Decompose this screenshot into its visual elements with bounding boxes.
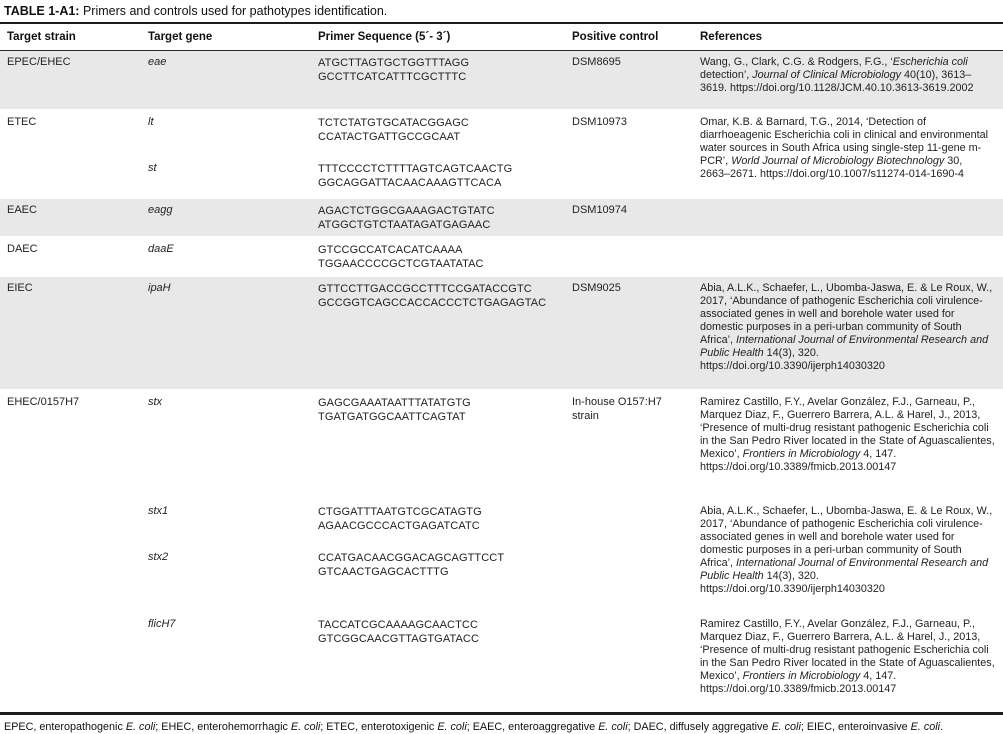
table-row-eaec — [0, 199, 1003, 238]
gene-block — [143, 500, 567, 537]
gene-block — [143, 546, 567, 583]
primers-table — [0, 22, 1003, 715]
table-row-etec — [0, 111, 1003, 199]
gene-name: stx2 — [148, 551, 169, 563]
gene-name: flicH7 — [148, 618, 176, 630]
gene-name: lt — [148, 116, 154, 128]
table-footnote: EPEC, enteropathogenic E. coli; EHEC, enterohemorrhagic E. coli; ETEC, enterotoxigenic E. coli; EAEC, enteroaggregative E. coli; DAEC, diffusely aggregative E. coli; EIEC, enteroinvasive E. coli. — [4, 721, 944, 733]
gene-name: st — [148, 162, 157, 174]
column-header-positive-control: Positive control — [572, 31, 659, 43]
reference-cell: Omar, K.B. & Barnard, T.G., 2014, ‘Detection of diarrhoeagenic Escherichia coli in clinical and environmental water sources in South Africa using single-step 11-gene m-PCR’, World Journal of Microbiology Biotechnology 30, 2663–2671. https://doi.org/10.1007/s11274-014-1690-4 — [700, 116, 989, 180]
reference-cell: Ramirez Castillo, F.Y., Avelar González, F.J., Garneau, P., Marquez Diaz, F., Guerrero Barrera, A.L. & Harel, J., 2013, ‘Presence of multi-drug resistant pathogenic Escherichia coli in the San Pedro River located in the State of Aguascalientes, Mexico’, Frontiers in Microbiology 4, 147. https://doi.org/10.3389/fmicb.2013.00147 — [700, 618, 995, 695]
primer-sequence: CTGGATTTAATGTCGCATAGTG AGAACGCCCACTGAGATCATC — [318, 506, 482, 532]
primer-sequence: TACCATCGCAAAAGCAACTCC GTCGGCAACGTTAGTGATACC — [318, 619, 479, 645]
gene-name: eae — [148, 56, 167, 68]
positive-control-cell: DSM8695 — [572, 56, 621, 68]
gene-name: stx — [148, 396, 163, 408]
positive-control-cell — [567, 238, 695, 275]
primer-sequence: AGACTCTGGCGAAAGACTGTATC ATGGCTGTCTAATAGATGAGAAC — [318, 205, 495, 231]
table-row-daec — [0, 238, 1003, 277]
subrow-flich7 — [143, 613, 1003, 712]
positive-control-cell: DSM9025 — [572, 282, 621, 294]
primer-sequence: TCTCTATGTGCATACGGAGC CCATACTGATTGCCGCAAT — [318, 117, 469, 143]
strain-cell: ETEC — [7, 116, 37, 128]
primer-sequence: GTTCCTTGACCGCCTTTCCGATACCGTC GCCGGTCAGCCACCACCCTCTGAGAGTAC — [318, 283, 547, 309]
table-row-eiec — [0, 277, 1003, 391]
primer-sequence: GTCCGCCATCACATCAAAA TGGAACCCCGCTCGTAATATAC — [318, 244, 484, 270]
reference-cell: Abia, A.L.K., Schaefer, L., Ubomba-Jaswa, E. & Le Roux, W., 2017, ‘Abundance of pathogenic Escherichia coli virulence-associated genes in well and borehole water used for domestic purposes in a peri-urban community of South Africa’, International Journal of Environmental Research and Public Health 14(3), 320. https://doi.org/10.3390/ijerph14030320 — [700, 505, 993, 595]
primer-sequence: ATGCTTAGTGCTGGTTTAGG GCCTTCATCATTTCGCTTTC — [318, 57, 470, 83]
reference-cell: Abia, A.L.K., Schaefer, L., Ubomba-Jaswa, E. & Le Roux, W., 2017, ‘Abundance of pathogenic Escherichia coli virulence-associated genes in well and borehole water used for domestic purposes in a peri-urban community of South Africa’, International Journal of Environmental Research and Public Health 14(3), 320. https://doi.org/10.3390/ijerph14030320 — [700, 282, 993, 372]
subrow-stx1-stx2 — [143, 500, 1003, 613]
positive-control-cell: DSM10974 — [572, 204, 628, 216]
column-header-references: References — [700, 31, 763, 43]
reference-cell: Ramirez Castillo, F.Y., Avelar González, F.J., Garneau, P., Marquez Diaz, F., Guerrero Barrera, A.L. & Harel, J., 2013, ‘Presence of multi-drug resistant pathogenic Escherichia coli in the San Pedro River located in the State of Aguascalientes, Mexico’, Frontiers in Microbiology 4, 147. https://doi.org/10.3389/fmicb.2013.00147 — [700, 396, 995, 473]
table-title-label: TABLE 1-A1: — [4, 4, 80, 18]
gene-name: stx1 — [148, 505, 169, 517]
positive-control-cell: DSM10973 — [572, 116, 628, 128]
positive-control-cell — [567, 613, 695, 712]
gene-block — [143, 277, 567, 314]
gene-block — [143, 51, 567, 88]
reference-cell — [695, 238, 1003, 275]
positive-control-cell: In-house O157:H7 strain — [572, 396, 662, 422]
table-title — [4, 3, 1003, 19]
strain-cell: EPEC/EHEC — [7, 56, 71, 68]
strain-cell: EHEC/0157H7 — [7, 396, 80, 408]
gene-block — [143, 111, 567, 148]
gene-block — [143, 199, 567, 236]
strain-cell: DAEC — [7, 243, 38, 255]
subrow-stx — [143, 391, 1003, 500]
strain-cell: EIEC — [7, 282, 33, 294]
reference-cell — [695, 199, 1003, 236]
gene-block — [143, 157, 567, 194]
gene-name: ipaH — [148, 282, 171, 294]
gene-block — [143, 238, 567, 275]
gene-name: eagg — [148, 204, 173, 216]
column-header-primer-sequence: Primer Sequence (5´- 3´) — [318, 31, 451, 43]
table-row-ehec-o157h7 — [0, 391, 1003, 712]
primer-sequence: TTTCCCCTCTTTTAGTCAGTCAACTG GGCAGGATTACAACAAAGTTCACA — [318, 163, 513, 189]
table-title-text: Primers and controls used for pathotypes identification. — [79, 4, 388, 18]
positive-control-cell — [567, 500, 695, 613]
strain-cell: EAEC — [7, 204, 37, 216]
column-header-target-strain: Target strain — [7, 31, 76, 43]
primer-sequence: GAGCGAAATAATTTATATGTG TGATGATGGCAATTCAGTAT — [318, 397, 471, 423]
column-header-target-gene: Target gene — [148, 31, 213, 43]
table-header-row — [0, 24, 1003, 51]
reference-cell: Wang, G., Clark, C.G. & Rodgers, F.G., ‘Escherichia coli detection’, Journal of Clinical Microbiology 40(10), 3613–3619. https://doi.org/10.1128/JCM.40.10.3613-3619.2002 — [700, 56, 974, 94]
table-row-epec-ehec — [0, 51, 1003, 111]
gene-name: daaE — [148, 243, 174, 255]
primer-sequence: CCATGACAACGGACAGCAGTTCCT GTCAACTGAGCACTTTG — [318, 552, 505, 578]
